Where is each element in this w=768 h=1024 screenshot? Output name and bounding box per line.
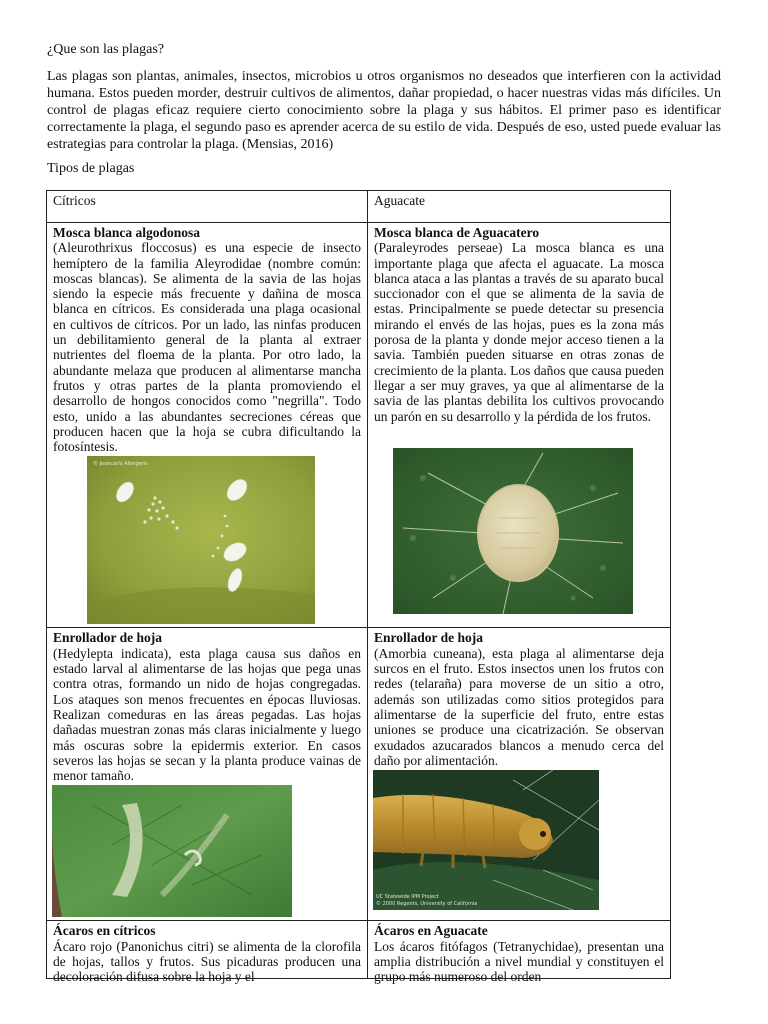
table-row [47,223,671,628]
table-cell [47,921,368,985]
section-label: Tipos de plagas [47,161,135,176]
whitefly-nymph-photo [393,448,633,614]
pest-title: Enrollador de hoja [53,630,163,646]
pest-table [46,190,671,985]
pest-title: Mosca blanca de Aguacatero [374,225,540,240]
pest-title: Enrollador de hoja [374,630,484,646]
table-cell [368,921,671,985]
table-cell [368,223,671,628]
pest-description: (Aleurothrixus floccosus) es una especie de insecto hemíptero de la familia Aleyrodidae (nombre común: moscas blancas). Se alimenta de la savia de las hojas siendo la especie más frecuente y dañina de mosca blanca en cítricos. Es considerada una plaga ocasional en cultivos de cítricos. Por un lado, las ninfas producen un debilitamiento general de la planta al extraer nutrientes del floema de la planta. Por otro lado, la abundante melaza que producen al alimentarse mancha frutos y otras partes de la planta promoviendo el desarrollo de hongos conocidos como "negrilla". Todo esto, unido a las abundantes secreciones céreas que producen hacen que la hoja se cubra dificultando la fotosíntesis. [53,240,361,455]
leaf-roller-photo [52,785,292,917]
photo-caption: © 2000 Regents, University of California [376,901,478,908]
page-heading: ¿Que son las plagas? [47,42,165,57]
table-row [47,921,671,979]
table-cell [47,223,368,628]
photo-caption: UC Statewide IPM Project [376,894,439,901]
table-header-row [47,191,671,223]
caterpillar-photo [373,770,599,910]
pest-description: (Hedylepta indicata), esta plaga causa sus daños en estado larval al alimentarse de las hojas que pega unas contra otras, formando un nido de hojas congregadas. Los ataques son menos frecuentes en épocas lluviosas. Realizan comeduras en las áreas pegadas. Las hojas dañadas muestran zonas más claras inicialmente y luego más oscuras sobre la epidermis exterior. En casos severos las hojas se secan y la planta produce vainas de menor tamaño. [53,645,361,784]
pest-description: Ácaro rojo (Panonichus citri) se alimenta de la clorofila de hojas, tallos y frutos. Sus picaduras producen una decoloración difusa sobre la hoja y el [53,938,361,985]
photo-caption: © Jeancarlo Allergeris [93,461,148,468]
pest-title: Ácaros en Aguacate [374,923,488,939]
intro-paragraph: Las plagas son plantas, animales, insectos, microbios u otros organismos no deseados que interfieren con la actividad humana. Estos pueden morder, destruir cultivos de alimentos, dañar propiedad, o hacer nuestras vidas más difíciles. Un control de plagas eficaz requiere cierto conocimiento sobre la plaga y sus hábitos. El primer paso es identificar correctamente la plaga, el segundo paso es aprender acerca de su estilo de vida. Después de eso, usted puede evaluar las estrategias para controlar la plaga. (Mensias, 2016) [47,69,721,152]
pest-description: (Amorbia cuneana), esta plaga al alimentarse deja surcos en el fruto. Estos insectos unen los frutos con redes (telaraña) para moverse de un sitio a otro, además son utilizadas como sitios protegidos para alimentarse de la superficie del fruto, entre estas uniones se produce una cicatrización. Se observan exudados azucarados blancos a menudo cerca del daño por alimentación. [374,645,664,768]
pest-description: (Paraleyrodes perseae) La mosca blanca es una importante plaga que afecta el aguacate. La mosca blanca ataca a las plantas a través de su aparato bucal succionador con el que se alimenta de la savia de estas. Principalmente se puede detectar su presencia mirando el envés de las hojas, pues es la zona más porosa de la planta y donde mejor acceso tienen a la savia. También pueden situarse en otras zonas de crecimiento de la planta. Los daños que causa pueden llegar a ser muy graves, ya que al alimentarse de la savia de las plantas debilita los cultivos provocando un parón en su desarrollo y la pérdida de los frutos. [374,240,664,424]
table-row [47,628,671,921]
table-cell [47,628,368,921]
whitefly-photo [87,456,315,624]
header-aguacate: Aguacate [368,191,671,223]
pest-title: Ácaros en cítricos [53,923,156,939]
header-citricos: Cítricos [47,191,368,223]
pest-title: Mosca blanca algodonosa [53,225,201,240]
pest-description: Los ácaros fitófagos (Tetranychidae), presentan una amplia distribución a nivel mundial y constituyen el grupo más numeroso del orden [374,938,664,985]
table-cell [368,628,671,921]
